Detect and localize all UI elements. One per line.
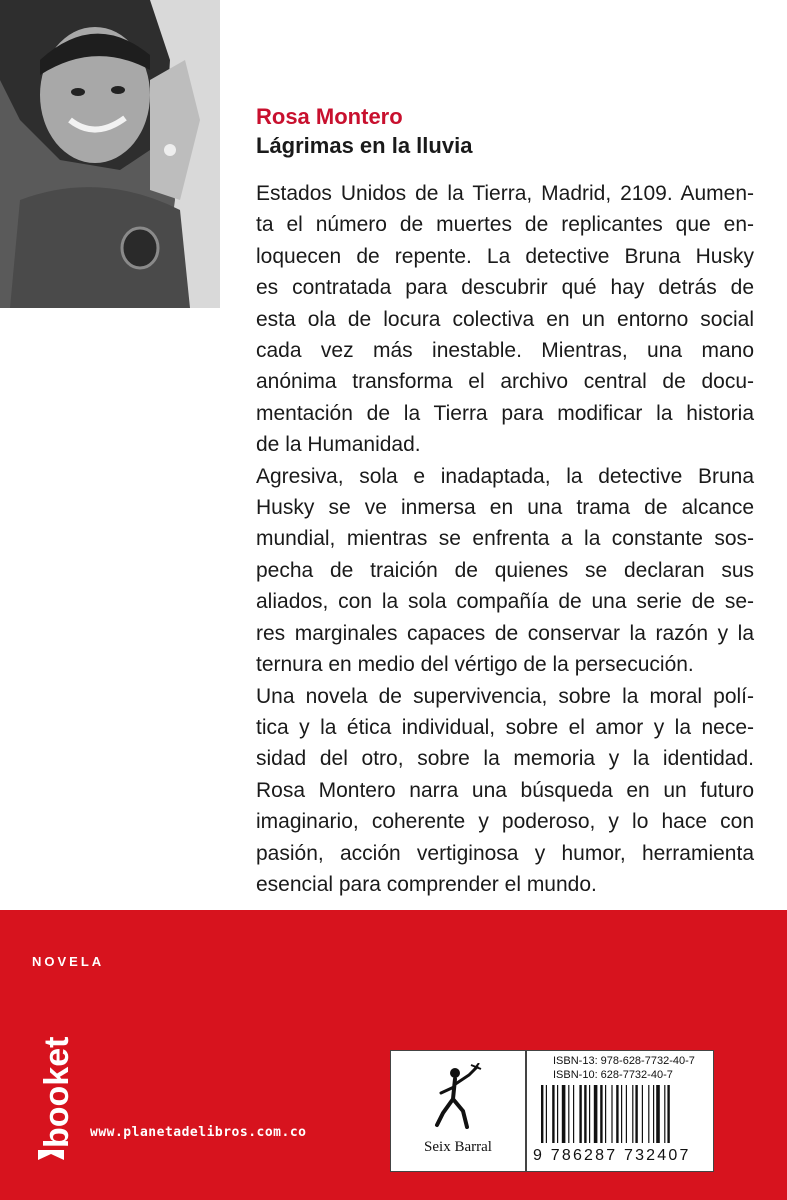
barcode-bar <box>621 1085 622 1143</box>
barcode-bar <box>605 1085 606 1143</box>
blurb-line: Estados Unidos de la Tierra, Madrid, 2109. Aumen- <box>256 182 754 205</box>
barcode-bar <box>562 1085 566 1143</box>
blurb-line: esencial para comprender el mundo. <box>256 872 597 896</box>
blurb-line: Husky se ve inmersa en una trama de alcance <box>256 496 754 520</box>
blurb-line: loquecen de repente. La detective Bruna Husky <box>256 244 754 268</box>
blurb-line: mentación de la Tierra para modificar la historia <box>256 401 754 425</box>
barcode-bar <box>579 1085 581 1143</box>
barcode-bar <box>635 1085 637 1143</box>
barcode-bar <box>546 1085 547 1143</box>
back-cover-blurb <box>256 178 754 900</box>
barcode-bar <box>541 1085 543 1143</box>
genre-label: NOVELA <box>32 954 105 969</box>
blurb-line: Rosa Montero narra una búsqueda en un futuro <box>256 778 754 802</box>
blurb-line: anónima transforma el archivo central de docu- <box>256 370 754 394</box>
blurb-line: pasión, acción vertiginosa y humor, herramienta <box>256 841 754 865</box>
barcode-digits: 9 786287 732407 <box>533 1147 691 1164</box>
publisher-name: Seix Barral <box>424 1139 492 1155</box>
blurb-line: imaginario, coherente y poderoso, y lo hace con <box>256 810 754 834</box>
publisher-logo-box <box>390 1050 526 1172</box>
barcode-bar <box>557 1085 558 1143</box>
barcode-bar <box>648 1085 649 1143</box>
barcode-bar <box>664 1085 665 1143</box>
isbn-10: ISBN-10: 628-7732-40-7 <box>553 1069 673 1081</box>
booket-logo-icon <box>34 1030 76 1160</box>
barcode-bar <box>573 1085 574 1143</box>
barcode-bar <box>642 1085 643 1143</box>
blurb-line: aliados, con la sola compañía de una serie de se- <box>256 590 754 614</box>
isbn-13: ISBN-13: 978-628-7732-40-7 <box>553 1055 695 1067</box>
blurb-line: pecha de traición de quienes se declaran sus <box>256 558 754 582</box>
barcode-bar <box>584 1085 586 1143</box>
barcode-bar <box>594 1085 598 1143</box>
svg-text:booket: booket <box>38 1036 76 1148</box>
blurb-line: de la Humanidad. <box>256 433 421 457</box>
blurb-line: cada vez más inestable. Mientras, una mano <box>256 339 754 363</box>
publisher-website: www.planetadelibros.com.co <box>90 1125 307 1140</box>
barcode-bar <box>653 1085 654 1143</box>
barcode-bar <box>568 1085 569 1143</box>
barcode-bar <box>626 1085 627 1143</box>
barcode-bar <box>589 1085 590 1143</box>
blurb-line: Agresiva, sola e inadaptada, la detective Bruna <box>256 464 754 488</box>
barcode-icon <box>537 1085 703 1147</box>
barcode-bar <box>611 1085 612 1143</box>
blurb-line: mundial, mientras se enfrenta a la constante sos- <box>256 527 754 551</box>
author-photo <box>0 0 220 308</box>
blurb-line: Una novela de supervivencia, sobre la moral polí- <box>256 684 754 708</box>
book-title: Lágrimas en la lluvia <box>256 133 473 158</box>
barcode-bar <box>656 1085 660 1143</box>
barcode-bar <box>552 1085 554 1143</box>
barcode-bar <box>632 1085 633 1143</box>
barcode-bar <box>616 1085 618 1143</box>
author-name: Rosa Montero <box>256 104 403 129</box>
blurb-line: sidad del otro, sobre la memoria y la identidad. <box>256 747 754 771</box>
blurb-line: tica y la ética individual, sobre el amor y la nece- <box>256 715 754 739</box>
blurb-line: ternura en medio del vértigo de la persecución. <box>256 653 694 677</box>
barcode-bar <box>600 1085 602 1143</box>
blurb-line: esta ola de locura colectiva en un entorno social <box>256 307 754 331</box>
barcode-bar <box>667 1085 669 1143</box>
blurb-line: es contratada para descubrir qué hay detrás de <box>256 276 754 300</box>
running-figure-icon <box>433 1063 483 1135</box>
blurb-line: res marginales capaces de conservar la razón y la <box>256 621 754 645</box>
author-portrait-illustration <box>0 0 220 308</box>
isbn-barcode-box <box>526 1050 714 1172</box>
blurb-line: ta el número de muertes de replicantes que en- <box>256 213 754 237</box>
